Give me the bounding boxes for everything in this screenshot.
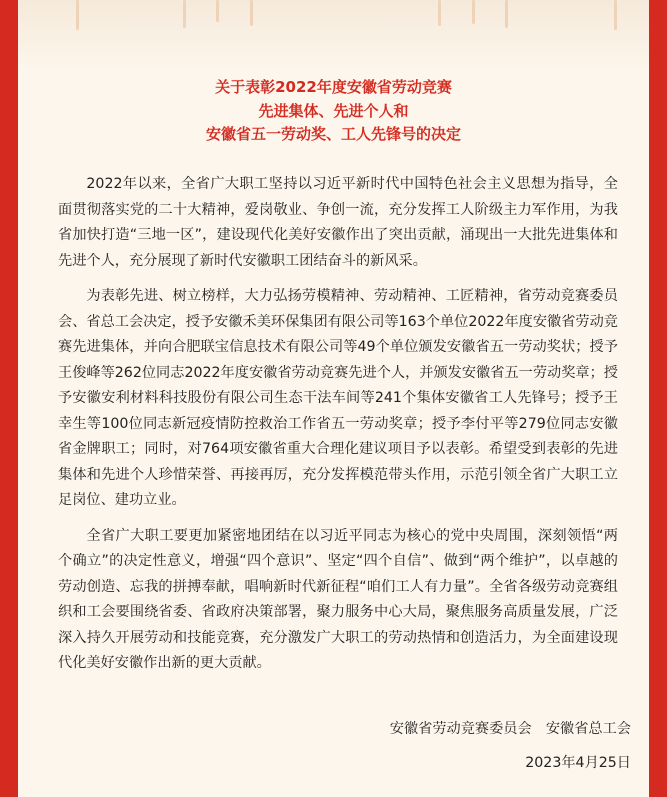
decorative-hanging-ornament [250,0,253,26]
decorative-hanging-ornament [472,0,475,24]
paragraph-1: 2022年以来，全省广大职工坚持以习近平新时代中国特色社会主义思想为指导，全面贯彻落实党的二十大精神，爱岗敬业、争创一流，充分发挥工人阶级主力军作用，为我省加快打造“三地一区”，建设现代化美好安徽作出了突出贡献，涌现出一大批先进集体和先进个人，充分展现了新时代安徽职工团结奋斗的新风采。 [58,176,618,269]
decorative-hanging-ornament [76,0,79,30]
decorative-hanging-ornament [183,0,186,28]
issuing-organizations: 安徽省劳动竞赛委员会 安徽省总工会 [389,721,631,737]
paragraph-3: 全省广大职工要更加紧密地团结在以习近平同志为核心的党中央周围，深刻领悟“两个确立”的决定性意义，增强“四个意识”、坚定“四个自信”、做到“两个维护”，以卓越的劳动创造、忘我的拼搏奉献，唱响新时代新征程“咱们工人有力量”。全省各级劳动竞赛组织和工会要围绕省委、省政府决策部署，聚力服务中心大局，聚焦服务高质量发展，广泛深入持久开展劳动和技能竞赛，充分激发广大职工的劳动热情和创造活力，为全面建设现代化美好安徽作出新的更大贡献。 [58,527,618,671]
decorative-hanging-ornament [438,0,441,26]
decorative-hanging-ornament [614,0,617,30]
document-title [18,76,649,147]
title-line-3: 安徽省五一劳动奖、工人先锋号的决定 [205,125,461,143]
title-line-2: 先进集体、先进个人和 [258,101,409,120]
paragraph-2: 为表彰先进、树立榜样，大力弘扬劳模精神、劳动精神、工匠精神，省劳动竞赛委员会、省总工会决定，授予安徽禾美环保集团有限公司等163个单位2022年度安徽省劳动竞赛先进集体，并向合肥联宝信息技术有限公司等49个单位颁发安徽省五一劳动奖状；授予王俊峰等262位同志2022年度安徽省劳动竞赛先进个人，并颁发安徽省五一劳动奖章；授予安徽安利材料科技股份有限公司生态干法车间等241个集体安徽省工人先锋号；授予王幸生等100位同志新冠疫情防控救治工作省五一劳动奖章；授予李付平等279位同志安徽省金牌职工；同时，对764项安徽省重大合理化建议项目予以表彰。希望受到表彰的先进集体和先进个人珍惜荣誉、再接再厉，充分发挥模范带头作用，示范引领全省广大职工立足岗位、建功立业。 [58,288,618,508]
decorative-hanging-ornament [505,0,508,28]
decorative-hanging-ornament [216,0,219,22]
title-line-1: 关于表彰2022年度安徽省劳动竞赛 [215,78,452,96]
issue-date: 2023年4月25日 [525,755,631,771]
document-page [18,0,649,797]
signature-block [390,712,631,780]
document-body [58,172,618,687]
